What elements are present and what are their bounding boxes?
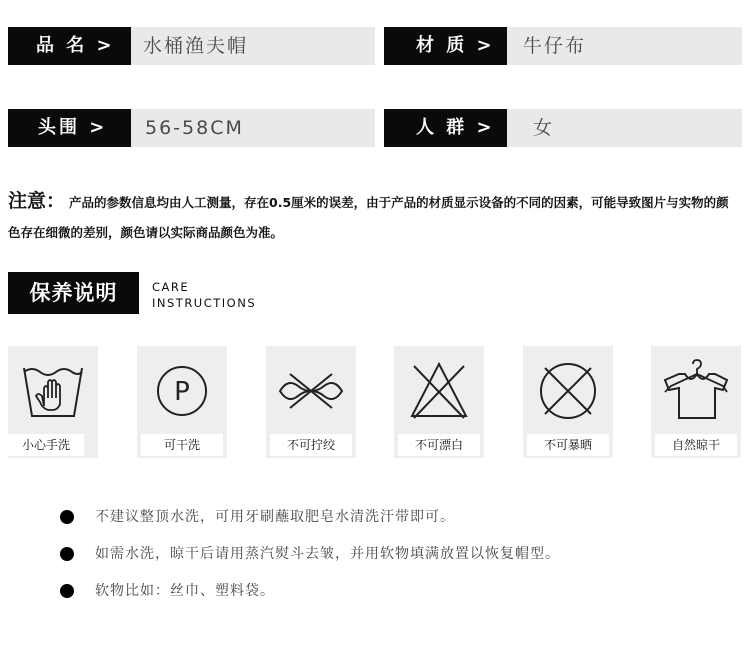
care-card-no-bleach: [394, 346, 484, 458]
care-card-hand-wash: [8, 346, 98, 458]
dry-clean-icon: [147, 356, 217, 426]
tip-text: 软物比如：丝巾、塑料袋。: [95, 583, 275, 599]
spec-value-audience: 女: [507, 109, 742, 147]
bullet-dot-icon: [60, 584, 74, 598]
spec-value-name: 水桶渔夫帽: [131, 27, 375, 65]
care-title: 保养说明: [8, 272, 139, 314]
spec-label-material: 材 质 >: [384, 27, 507, 65]
do-not-bleach-icon: [404, 356, 474, 426]
care-card-no-sun: [523, 346, 613, 458]
care-subtitle: [152, 279, 256, 311]
care-label: 不可拧绞: [270, 434, 352, 456]
care-tips-list: [60, 503, 710, 614]
care-subtitle-line1: CARE: [152, 280, 190, 294]
bullet-dot-icon: [60, 510, 74, 524]
care-label: 不可暴晒: [527, 434, 609, 456]
care-label: 自然晾干: [655, 434, 737, 456]
care-card-dry-clean: [137, 346, 227, 458]
spec-label-name: 品 名 >: [8, 27, 131, 65]
care-label: 不可漂白: [398, 434, 480, 456]
care-card-no-wring: [266, 346, 356, 458]
do-not-wring-icon: [276, 356, 346, 426]
list-item: [60, 503, 710, 540]
notice-lead: 注意：: [8, 190, 66, 212]
svg-text:P: P: [174, 377, 190, 407]
do-not-tumble-dry-icon: [533, 356, 603, 426]
spec-row-2: [8, 109, 742, 147]
hand-wash-icon: [18, 356, 88, 426]
bullet-dot-icon: [60, 547, 74, 561]
spec-label-head-size: 头围 >: [8, 109, 131, 147]
care-label: 小心手洗: [8, 434, 84, 456]
care-subtitle-line2: INSTRUCTIONS: [152, 296, 257, 310]
notice-paragraph: [8, 186, 738, 248]
notice-text: 产品的参数信息均由人工测量，存在0.5厘米的误差，由于产品的材质显示设备的不同的因素，可能导致图片与实物的颜色存在细微的差别，颜色请以实际商品颜色为准。: [8, 195, 729, 240]
care-card-hang-dry: [651, 346, 741, 458]
spec-row-1: [8, 27, 742, 65]
spec-value-head-size: 56-58CM: [131, 109, 375, 147]
list-item: [60, 577, 710, 614]
hang-dry-icon: [661, 356, 731, 426]
spec-label-audience: 人 群 >: [384, 109, 507, 147]
list-item: [60, 540, 710, 577]
tip-text: 如需水洗，晾干后请用蒸汽熨斗去皱，并用软物填满放置以恢复帽型。: [95, 546, 560, 562]
tip-text: 不建议整顶水洗，可用牙刷蘸取肥皂水清洗汗带即可。: [95, 509, 455, 525]
spec-value-material: 牛仔布: [507, 27, 742, 65]
care-label: 可干洗: [141, 434, 223, 456]
